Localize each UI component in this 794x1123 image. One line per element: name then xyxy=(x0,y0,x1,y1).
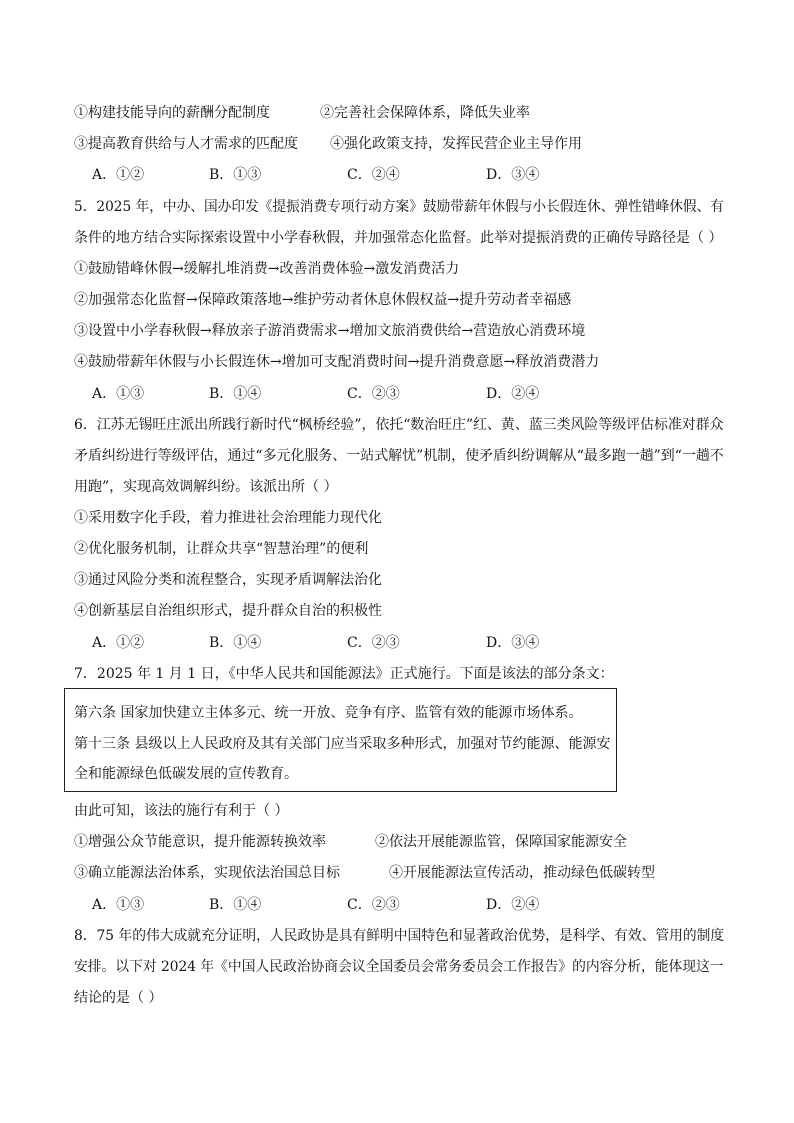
q5-item-2: ②加强常态化监督→保障政策落地→维护劳动者休息休假权益→提升劳动者幸福感 xyxy=(74,292,572,308)
q6-item-1: ①采用数字化手段，着力推进社会治理能力现代化 xyxy=(74,510,382,526)
q5-option-a: A．①③ xyxy=(92,386,145,402)
q5-option-d: D．②④ xyxy=(486,386,540,402)
q6-stem-line-1: 6．江苏无锡旺庄派出所践行新时代“枫桥经验”，依托“数治旺庄”红、黄、蓝三类风险等级评估标准对群众 xyxy=(74,417,724,433)
q8-stem-line-2: 安排。以下对 2024 年《中国人民政治协商会议全国委员会常务委员会工作报告》的内容分析，能体现这一 xyxy=(74,959,724,975)
q6-option-c: C．②③ xyxy=(347,635,400,651)
q4-item-4: ④强化政策支持，发挥民营企业主导作用 xyxy=(330,136,582,152)
law-article-13-line-1: 第十三条 县级以上人民政府及其有关部门应当采取多种形式，加强对节约能源、能源安 xyxy=(74,736,611,752)
q7-item-4: ④开展能源法宣传活动，推动绿色低碳转型 xyxy=(389,865,655,881)
q6-option-d: D．③④ xyxy=(486,635,540,651)
q7-stem-line-1: 7．2025 年 1 月 1 日，《中华人民共和国能源法》正式施行。下面是该法的部分条文： xyxy=(74,666,614,682)
q8-stem-line-3: 结论的是（ ） xyxy=(74,990,163,1006)
q5-stem-line-1: 5．2025 年，中办、国办印发《提振消费专项行动方案》鼓励带薪年休假与小长假连休、弹性错峰休假、有 xyxy=(74,199,724,215)
q5-item-3: ③设置中小学春秋假→释放亲子游消费需求→增加文旅消费供给→营造放心消费环境 xyxy=(74,323,586,339)
q7-option-c: C．②③ xyxy=(347,897,400,913)
q5-option-b: B．①④ xyxy=(209,386,262,402)
q7-stem-line-2: 由此可知，该法的施行有利于（ ） xyxy=(74,803,289,819)
q6-item-4: ④创新基层自治组织形式，提升群众自治的积极性 xyxy=(74,603,382,619)
q8-stem-line-1: 8．75 年的伟大成就充分证明，人民政协是具有鲜明中国特色和显著政治优势，是科学、有效、管用的制度 xyxy=(74,928,725,944)
q4-item-1: ①构建技能导向的薪酬分配制度 xyxy=(74,105,270,121)
q7-option-d: D．②④ xyxy=(486,897,540,913)
q7-option-a: A．①③ xyxy=(92,897,145,913)
q7-item-1: ①增强公众节能意识，提升能源转换效率 xyxy=(74,834,326,850)
q4-option-c: C．②④ xyxy=(347,167,400,183)
q5-option-c: C．②③ xyxy=(347,386,400,402)
q7-item-3: ③确立能源法治体系，实现依法治国总目标 xyxy=(74,865,340,881)
q6-option-a: A．①② xyxy=(92,635,145,651)
q5-item-4: ④鼓励带薪年休假与小长假连休→增加可支配消费时间→提升消费意愿→释放消费潜力 xyxy=(74,354,600,370)
q4-option-d: D．③④ xyxy=(486,167,540,183)
q6-stem-line-3: 用跑”，实现高效调解纠纷。该派出所（ ） xyxy=(74,479,338,495)
q6-item-2: ②优化服务机制，让群众共享“智慧治理”的便利 xyxy=(74,541,369,557)
q7-option-b: B．①④ xyxy=(209,897,262,913)
q5-stem-line-2: 条件的地方结合实际探索设置中小学春秋假，并加强常态化监督。此举对提振消费的正确传导路径是（ ） xyxy=(74,230,723,246)
q6-item-3: ③通过风险分类和流程整合，实现矛盾调解法治化 xyxy=(74,572,382,588)
q7-item-2: ②依法开展能源监管，保障国家能源安全 xyxy=(375,834,627,850)
q4-item-2: ②完善社会保障体系，降低失业率 xyxy=(320,105,530,121)
q4-item-3: ③提高教育供给与人才需求的匹配度 xyxy=(74,136,298,152)
q4-option-a: A．①② xyxy=(92,167,145,183)
law-article-13-line-2: 全和能源绿色低碳发展的宣传教育。 xyxy=(74,766,298,782)
q4-option-b: B．①③ xyxy=(209,167,262,183)
q6-option-b: B．①④ xyxy=(209,635,262,651)
law-article-6: 第六条 国家加快建立主体多元、统一开放、竞争有序、监管有效的能源市场体系。 xyxy=(74,705,583,721)
q6-stem-line-2: 矛盾纠纷进行等级评估，通过“多元化服务、一站式解忧”机制，使矛盾纠纷调解从“最多跑一趟”到“一趟不 xyxy=(74,448,724,464)
q5-item-1: ①鼓励错峰休假→缓解扎堆消费→改善消费体验→激发消费活力 xyxy=(74,261,460,277)
